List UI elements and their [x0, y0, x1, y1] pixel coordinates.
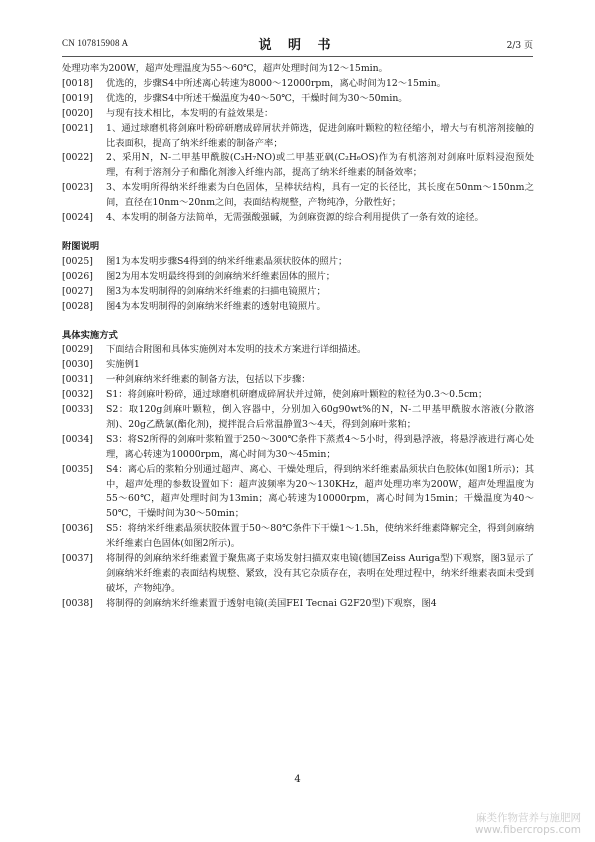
document-body — [62, 62, 534, 612]
paragraph-text: 一种剑麻纳米纤维素的制备方法，包括以下步骤： — [106, 374, 311, 386]
paragraph-text: 4、本发明的制备方法简单，无需强酸强碱，为剑麻资源的综合利用提供了一条有效的途径。 — [106, 212, 484, 224]
paragraph-0034 — [62, 433, 534, 463]
paragraph-number: [0029] — [62, 344, 93, 356]
paragraph-text: 2、采用N，N-二甲基甲酰胺(C₃H₇NO)或二甲基亚砜(C₂H₆OS)作为有机溶剂对剑麻叶原料浸泡预处理，有利于溶剂分子和酯化剂渗入纤维内部，提高了纳米纤维素的制备效率； — [106, 152, 534, 179]
paragraph-text: 将制得的剑麻纳米纤维素置于透射电镜(美国FEI Tecnai G2F20型)下观察，图4 — [106, 597, 437, 609]
paragraph-0027 — [62, 285, 534, 300]
paragraph-number: [0032] — [62, 389, 93, 401]
paragraph-number: [0035] — [62, 463, 93, 475]
paragraph-number: [0021] — [62, 122, 93, 134]
paragraph-number: [0034] — [62, 433, 93, 445]
page-header — [0, 0, 595, 60]
patent-number: CN 107815908 A — [62, 38, 129, 48]
paragraph-number: [0036] — [62, 523, 93, 535]
paragraph-0035 — [62, 463, 534, 523]
continued-text-line: 处理功率为200W，超声处理温度为55～60℃，超声处理时间为12～15min。 — [62, 63, 388, 74]
paragraph-number: [0026] — [62, 270, 93, 282]
paragraph-0025 — [62, 255, 534, 270]
paragraph-text: 1、通过球磨机将剑麻叶粉碎研磨成碎屑状并筛选，促进剑麻叶颗粒的粒径缩小，增大与有机溶剂接触的比表面积，提高了纳米纤维素的制备产率； — [106, 122, 534, 149]
page-number: 4 — [294, 774, 301, 785]
watermark-site-name: 麻类作物营养与施肥网 — [476, 812, 581, 824]
watermark-url: www.fibercrops.com — [474, 824, 581, 836]
paragraph-number: [0020] — [62, 107, 93, 119]
paragraph-0036 — [62, 522, 534, 552]
section-heading-embodiments: 具体实施方式 — [62, 329, 118, 341]
paragraph-text: 图3为本发明制得的剑麻纳米纤维素的扫描电镜照片； — [106, 285, 326, 297]
paragraph-text: S4：离心后的浆粕分别通过超声、离心、干燥处理后，得到纳米纤维素晶须状白色胶体(如图1所示)；其中，超声处理的参数设置如下：超声波频率为20～130KHz，超声处理功率为200W，超声处理温度为55～60℃，超声处理时间为13min；离心转速为10000rpm，离心时间为15min；干燥温度为40～50℃，干燥时间为30～50min； — [106, 463, 534, 520]
paragraph-0032 — [62, 388, 534, 403]
paragraph-number: [0025] — [62, 255, 93, 267]
paragraph-0030 — [62, 358, 534, 373]
paragraph-text: 实施例1 — [106, 359, 140, 371]
paragraph-0022 — [62, 151, 534, 181]
paragraph-0019 — [62, 92, 534, 107]
paragraph-0026 — [62, 270, 534, 285]
paragraph-text: S3：将S2所得的剑麻叶浆粕置于250～300℃条件下蒸煮4～5小时，得到悬浮液，将悬浮液进行离心处理，离心转速为10000rpm，离心时间为30～45min； — [106, 433, 534, 460]
paragraph-text: 将制得的剑麻纳米纤维素置于聚焦离子束场发射扫描双束电镜(德国Zeiss Auriga型)下观察，图3显示了剑麻纳米纤维素的表面结构规整、紧致，没有其它杂质存在，表明在处理过程中，纳米纤维素表面未受到破坏，产物纯净。 — [106, 553, 534, 594]
paragraph-0038 — [62, 597, 534, 612]
paragraph-number: [0027] — [62, 285, 93, 297]
paragraph-0021 — [62, 122, 534, 152]
paragraph-0033 — [62, 403, 534, 433]
paragraph-0018 — [62, 77, 534, 92]
paragraph-0031 — [62, 373, 534, 388]
paragraph-number: [0031] — [62, 374, 93, 386]
paragraph-number: [0023] — [62, 182, 93, 194]
paragraph-number: [0024] — [62, 212, 93, 224]
site-watermark — [475, 812, 581, 836]
paragraph-number: [0030] — [62, 359, 93, 371]
paragraph-text: 图1为本发明步骤S4得到的纳米纤维素晶须状胶体的照片； — [106, 255, 348, 267]
paragraph-0037 — [62, 552, 534, 597]
paragraph-text: S2：取120g剑麻叶颗粒，倒入容器中，分别加入60g90wt%的N，N-二甲基甲酰胺水溶液(分散溶剂)、20g乙酰氯(酯化剂)，搅拌混合后常温静置3～4天，得到剑麻叶浆粕； — [106, 404, 534, 430]
paragraph-0028 — [62, 300, 534, 315]
paragraph-number: [0038] — [62, 597, 93, 609]
paragraph-text: 下面结合附图和具体实施例对本发明的技术方案进行详细描述。 — [106, 344, 367, 356]
paragraph-0029 — [62, 343, 534, 358]
section-heading-figures: 附图说明 — [62, 240, 100, 252]
paragraph-text: 图4为本发明制得的剑麻纳米纤维素的透射电镜照片。 — [106, 300, 326, 312]
paragraph-number: [0037] — [62, 553, 93, 565]
paragraph-number: [0033] — [62, 404, 93, 416]
paragraph-text: 与现有技术相比，本发明的有益效果是： — [106, 107, 274, 119]
page-of-total: 2/3 页 — [506, 41, 533, 51]
paragraph-0023 — [62, 181, 534, 211]
header-divider — [62, 56, 533, 57]
paragraph-number: [0022] — [62, 152, 93, 164]
paragraph-0020 — [62, 107, 534, 122]
paragraph-text: 图2为用本发明最终得到的剑麻纳米纤维素固体的照片； — [106, 270, 336, 282]
paragraph-text: S1：将剑麻叶粉碎，通过球磨机研磨成碎屑状并过筛，使剑麻叶颗粒的粒径为0.3～0.5cm； — [106, 389, 488, 401]
paragraph-number: [0018] — [62, 77, 93, 89]
paragraph-text: 3、本发明所得纳米纤维素为白色固体，呈棒状结构，具有一定的长径比，其长度在50nm～150nm之间，直径在10nm～20nm之间，表面结构规整，产物纯净，分散性好； — [106, 182, 534, 209]
paragraph-text: 优选的，步骤S4中所述离心转速为8000～12000rpm，离心时间为12～15min。 — [106, 77, 446, 89]
paragraph-text: S5：将纳米纤维素晶须状胶体置于50～80℃条件下干燥1～1.5h，使纳米纤维素降解完全，得到剑麻纳米纤维素白色固体(如图2所示)。 — [106, 523, 534, 550]
paragraph-number: [0028] — [62, 300, 93, 312]
paragraph-number: [0019] — [62, 92, 93, 104]
document-title: 说 明 书 — [258, 38, 337, 53]
paragraph-0024 — [62, 211, 534, 226]
paragraph-text: 优选的，步骤S4中所述干燥温度为40～50℃，干燥时间为30～50min。 — [106, 92, 408, 104]
